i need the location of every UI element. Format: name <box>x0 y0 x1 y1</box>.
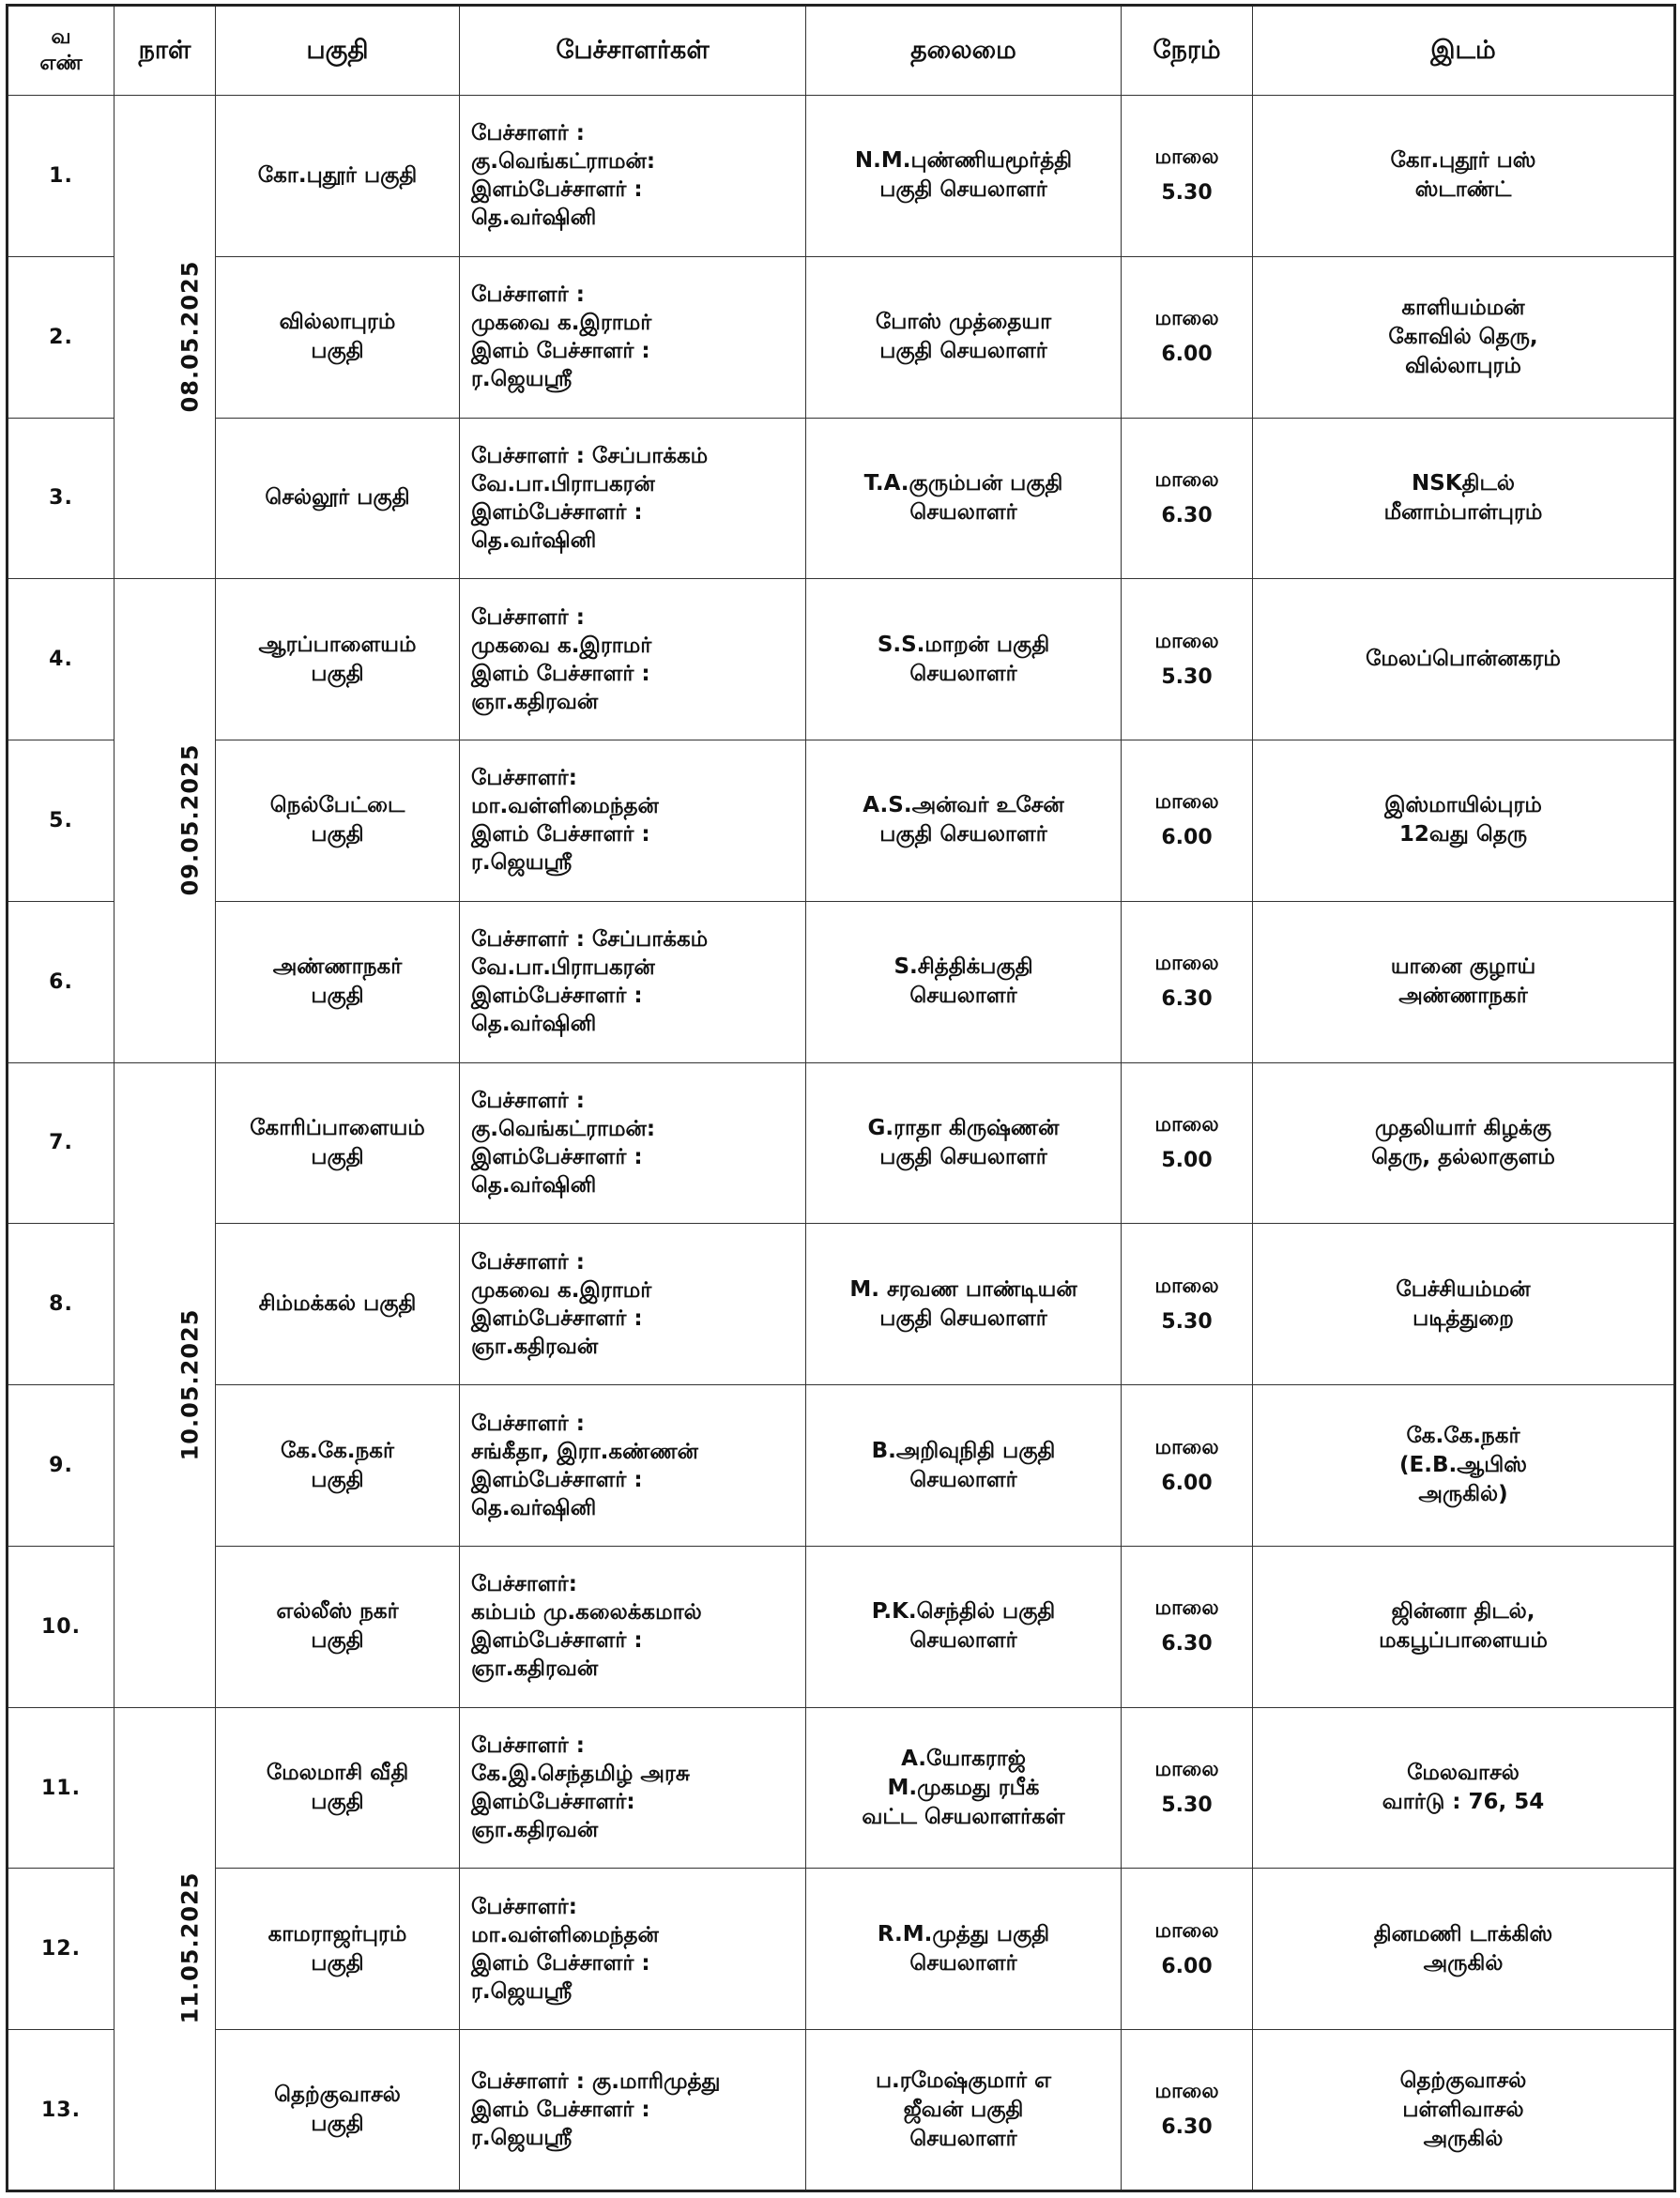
chair-cell <box>806 1062 1122 1224</box>
time-cell <box>1122 1385 1253 1547</box>
time-cell-line: மாலை <box>1154 1112 1219 1137</box>
speakers-cell-line: பேச்சாளர் : <box>471 121 585 146</box>
place-cell-line: வில்லாபுரம் <box>1405 353 1521 378</box>
area-cell-line: அண்ணாநகர் <box>272 954 403 980</box>
area-cell-line: கே.கே.நகர் <box>280 1438 395 1463</box>
place-cell-line: தெரு, தல்லாகுளம் <box>1371 1144 1555 1169</box>
speakers-cell-line: ஞா.கதிரவன் <box>471 1334 599 1359</box>
chair-cell-line: செயலாளர் <box>909 661 1017 686</box>
time-cell <box>1122 579 1253 740</box>
time-cell-line: மாலை <box>1154 2080 1219 2104</box>
time-cell-line: 6.30 <box>1161 987 1213 1012</box>
chair-cell-line: M. சரவண பாண்டியன் <box>849 1276 1077 1302</box>
speakers-cell-line: வே.பா.பிராபகரன் <box>471 471 655 496</box>
serial-number-cell: 5. <box>8 740 115 902</box>
time-cell-line: 5.30 <box>1161 181 1213 206</box>
place-cell-line: பள்ளிவாசல் <box>1402 2097 1524 2122</box>
place-cell <box>1253 2030 1675 2191</box>
speakers-cell-line: பேச்சாளர் : <box>471 604 585 630</box>
speakers-cell <box>460 1707 806 1869</box>
area-cell-line: சிம்மக்கல் பகுதி <box>258 1291 417 1317</box>
area-cell-line: மேலமாசி வீதி <box>266 1761 409 1786</box>
speakers-cell-line: இளம் பேச்சாளர் : <box>471 1950 650 1976</box>
table-row <box>8 1224 1675 1385</box>
place-cell <box>1253 256 1675 418</box>
table-row <box>8 2030 1675 2191</box>
time-cell <box>1122 256 1253 418</box>
place-cell-line: கே.கே.நகர் <box>1406 1424 1520 1448</box>
chair-cell-line: பகுதி செயலாளர் <box>879 1144 1047 1169</box>
speakers-cell-line: மா.வள்ளிமைந்தன் <box>471 794 659 819</box>
chair-cell-line: G.ராதா கிருஷ்ணன் <box>867 1115 1060 1140</box>
chair-cell <box>806 96 1122 257</box>
chair-cell-line: செயலாளர் <box>909 1467 1017 1492</box>
chair-cell-line: B.அறிவுநிதி பகுதி <box>871 1438 1056 1463</box>
table-row <box>8 1385 1675 1547</box>
date-cell <box>115 579 216 1062</box>
chair-cell-line: பகுதி செயலாளர் <box>879 177 1047 203</box>
chair-cell-line: செயலாளர் <box>909 2126 1017 2151</box>
speakers-cell-line: ர.ஜெயஸ்ரீ <box>471 850 573 876</box>
time-cell-line: மாலை <box>1154 307 1219 331</box>
place-cell-line: மேலப்பொன்னகரம் <box>1366 647 1561 672</box>
speakers-cell <box>460 256 806 418</box>
time-cell <box>1122 1546 1253 1707</box>
area-cell-line: செல்லூர் பகுதி <box>265 485 410 511</box>
time-cell-line: மாலை <box>1154 1758 1219 1782</box>
header-place: இடம் <box>1253 6 1675 96</box>
place-cell-line: NSKதிடல் <box>1412 470 1515 496</box>
table-row <box>8 901 1675 1062</box>
speakers-cell-line: மா.வள்ளிமைந்தன் <box>471 1922 659 1947</box>
chair-cell <box>806 256 1122 418</box>
speakers-cell-line: பேச்சாளர் : <box>471 1088 585 1113</box>
speakers-cell-line: இளம்பேச்சாளர் : <box>471 177 643 203</box>
time-cell-line: 5.00 <box>1161 1148 1213 1172</box>
speakers-cell-line: பேச்சாளர் : <box>471 1733 585 1759</box>
area-cell <box>216 901 460 1062</box>
chair-cell <box>806 901 1122 1062</box>
time-cell-line: 6.30 <box>1161 503 1213 527</box>
place-cell-line: அருகில் <box>1423 1950 1504 1976</box>
time-cell <box>1122 1224 1253 1385</box>
speakers-cell-line: பேச்சாளர் : <box>471 1411 585 1436</box>
speakers-cell <box>460 1546 806 1707</box>
speakers-cell-line: வே.பா.பிராபகரன் <box>471 955 655 981</box>
place-cell <box>1253 1062 1675 1224</box>
serial-number-cell: 10. <box>8 1546 115 1707</box>
place-cell-line: 12வது தெரு <box>1398 822 1528 847</box>
area-cell <box>216 579 460 740</box>
date-cell <box>115 1707 216 2190</box>
speakers-cell <box>460 1385 806 1547</box>
place-cell-line: கோ.புதூர் பஸ் <box>1390 148 1536 174</box>
speakers-cell-line: தெ.வர்ஷினி <box>471 1495 597 1520</box>
speakers-cell <box>460 96 806 257</box>
chair-cell <box>806 1707 1122 1869</box>
place-cell <box>1253 1224 1675 1385</box>
area-cell-line: பகுதி <box>311 984 364 1009</box>
speakers-cell-line: ஞா.கதிரவன் <box>471 1818 599 1843</box>
chair-cell-line: A.யோகராஜ் <box>901 1746 1026 1771</box>
area-cell-line: கோரிப்பாளையம் <box>250 1115 425 1140</box>
chair-cell <box>806 1224 1122 1385</box>
chair-cell-line: பகுதி செயலாளர் <box>879 1305 1047 1331</box>
chair-cell-line: S.S.மாறன் பகுதி <box>877 632 1050 657</box>
chair-cell-line: R.M.முத்து பகுதி <box>877 1921 1050 1946</box>
serial-number-cell: 2. <box>8 256 115 418</box>
area-cell <box>216 2030 460 2191</box>
area-cell <box>216 1385 460 1547</box>
chair-cell-line: P.K.செந்தில் பகுதி <box>871 1599 1056 1625</box>
date-cell <box>115 96 216 579</box>
speakers-cell-line: முகவை க.இராமர் <box>471 1277 652 1303</box>
serial-number-cell: 1. <box>8 96 115 257</box>
chair-cell <box>806 2030 1122 2191</box>
place-cell-line: படித்துறை <box>1413 1305 1514 1331</box>
time-cell-line: மாலை <box>1154 145 1219 170</box>
time-cell-line: 6.30 <box>1161 2115 1213 2140</box>
speakers-cell-line: இளம்பேச்சாளர் : <box>471 1628 643 1654</box>
table-row <box>8 1869 1675 2030</box>
serial-number-cell: 12. <box>8 1869 115 2030</box>
speakers-cell-line: ர.ஜெயஸ்ரீ <box>471 2126 573 2151</box>
speakers-cell-line: இளம் பேச்சாளர் : <box>471 339 650 364</box>
place-cell-line: யானை குழாய் <box>1390 954 1536 980</box>
place-cell-line: மேலவாசல் <box>1407 1761 1520 1786</box>
speakers-cell-line: கம்பம் மு.கலைக்கமால் <box>471 1600 702 1626</box>
area-cell <box>216 418 460 579</box>
table-row <box>8 96 1675 257</box>
table-row <box>8 1546 1675 1707</box>
time-cell-line: மாலை <box>1154 1596 1219 1621</box>
speakers-cell-line: ர.ஜெயஸ்ரீ <box>471 1978 573 2004</box>
area-cell <box>216 1224 460 1385</box>
area-cell-line: பகுதி <box>311 1790 364 1815</box>
time-cell-line: மாலை <box>1154 467 1219 492</box>
time-cell-line: 6.00 <box>1161 1471 1213 1495</box>
time-cell-line: மாலை <box>1154 1435 1219 1459</box>
place-cell-line: அண்ணாநகர் <box>1398 984 1528 1009</box>
chair-cell-line: செயலாளர் <box>909 984 1017 1009</box>
place-cell <box>1253 1385 1675 1547</box>
speakers-cell-line: இளம்பேச்சாளர் : <box>471 499 643 525</box>
date-label: 10.05.2025 <box>176 1308 204 1461</box>
chair-cell-line: போஸ் முத்தையா <box>875 310 1052 335</box>
time-cell <box>1122 901 1253 1062</box>
chair-cell-line: பகுதி செயலாளர் <box>879 822 1047 847</box>
serial-number-cell: 3. <box>8 418 115 579</box>
header-row <box>8 6 1675 96</box>
speakers-cell-line: இளம்பேச்சாளர் : <box>471 1144 643 1169</box>
time-cell-line: 5.30 <box>1161 1309 1213 1334</box>
place-cell <box>1253 418 1675 579</box>
chair-cell <box>806 1385 1122 1547</box>
speakers-cell-line: தெ.வர்ஷினி <box>471 206 597 231</box>
speakers-cell <box>460 1062 806 1224</box>
place-cell <box>1253 901 1675 1062</box>
speakers-cell-line: பேச்சாளர் : சேப்பாக்கம் <box>471 443 709 468</box>
speakers-cell-line: பேச்சாளர் : சேப்பாக்கம் <box>471 927 709 953</box>
place-cell-line: (E.B.ஆபிஸ் <box>1398 1453 1527 1477</box>
chair-cell-line: ப.ரமேஷ்குமார் எ <box>875 2068 1052 2093</box>
speakers-cell <box>460 1869 806 2030</box>
speakers-cell-line: பேச்சாளர்: <box>471 1894 577 1919</box>
schedule-table <box>6 4 1676 2192</box>
speakers-cell-line: இளம்பேச்சாளர் : <box>471 1305 643 1331</box>
place-cell-line: மகபூப்பாளையம் <box>1379 1628 1548 1654</box>
chair-cell <box>806 418 1122 579</box>
header-serial-number: வ எண் <box>8 6 115 96</box>
chair-cell <box>806 579 1122 740</box>
table-row <box>8 256 1675 418</box>
place-cell-line: அருகில் <box>1423 2126 1504 2151</box>
time-cell <box>1122 96 1253 257</box>
speakers-cell-line: தெ.வர்ஷினி <box>471 1012 597 1037</box>
time-cell-line: 6.30 <box>1161 1632 1213 1656</box>
speakers-cell-line: முகவை க.இராமர் <box>471 311 652 336</box>
time-cell-line: மாலை <box>1154 629 1219 653</box>
area-cell <box>216 1546 460 1707</box>
time-cell <box>1122 418 1253 579</box>
area-cell-line: பகுதி <box>311 339 364 364</box>
time-cell <box>1122 1869 1253 2030</box>
chair-cell-line: பகுதி செயலாளர் <box>879 339 1047 364</box>
serial-number-cell: 9. <box>8 1385 115 1547</box>
place-cell-line: தினமணி டாக்கிஸ் <box>1373 1921 1553 1946</box>
area-cell-line: எல்லீஸ் நகர் <box>276 1599 399 1625</box>
place-cell-line: ஸ்டாண்ட் <box>1414 177 1512 203</box>
place-cell-line: காளியம்மன் <box>1401 295 1525 320</box>
table-row <box>8 579 1675 740</box>
header-area: பகுதி <box>216 6 460 96</box>
speakers-cell-line: கு.வெங்கட்ராமன்: <box>471 1116 656 1141</box>
header-chair: தலைமை <box>806 6 1122 96</box>
time-cell-line: மாலை <box>1154 790 1219 815</box>
place-cell-line: தெற்குவாசல் <box>1399 2068 1527 2093</box>
speakers-cell <box>460 901 806 1062</box>
place-cell-line: வார்டு : 76, 54 <box>1382 1790 1545 1815</box>
speakers-cell-line: இளம் பேச்சாளர் : <box>471 822 650 847</box>
speakers-cell-line: ர.ஜெயஸ்ரீ <box>471 367 573 392</box>
place-cell <box>1253 579 1675 740</box>
chair-cell-line: S.சித்திக்பகுதி <box>893 954 1033 980</box>
speakers-cell-line: இளம்பேச்சாளர் : <box>471 1467 643 1492</box>
speakers-cell-line: பேச்சாளர்: <box>471 1572 577 1597</box>
speakers-cell-line: ஞா.கதிரவன் <box>471 1656 599 1682</box>
table-row <box>8 1707 1675 1869</box>
area-cell <box>216 1869 460 2030</box>
chair-cell-line: வட்ட செயலாளர்கள் <box>862 1804 1065 1829</box>
time-cell-line: 6.00 <box>1161 343 1213 367</box>
serial-number-cell: 11. <box>8 1707 115 1869</box>
speakers-cell-line: இளம்பேச்சாளர்: <box>471 1790 635 1815</box>
chair-cell-line: M.முகமது ரபீக் <box>887 1775 1040 1800</box>
chair-cell-line: N.M.புண்ணியமூர்த்தி <box>854 148 1073 174</box>
table-row <box>8 740 1675 902</box>
place-cell-line: அருகில்) <box>1418 1482 1508 1506</box>
time-cell-line: 6.00 <box>1161 826 1213 850</box>
area-cell <box>216 256 460 418</box>
place-cell-line: முதலியார் கிழக்கு <box>1374 1115 1552 1140</box>
chair-cell-line: செயலாளர் <box>909 1628 1017 1654</box>
place-cell-line: கோவில் தெரு, <box>1388 324 1538 349</box>
speakers-cell <box>460 1224 806 1385</box>
speakers-cell-line: இளம்பேச்சாளர் : <box>471 984 643 1009</box>
chair-cell <box>806 1546 1122 1707</box>
date-cell <box>115 1062 216 1707</box>
area-cell <box>216 1062 460 1224</box>
time-cell-line: 5.30 <box>1161 664 1213 689</box>
area-cell <box>216 96 460 257</box>
chair-cell <box>806 1869 1122 2030</box>
area-cell-line: பகுதி <box>311 661 364 686</box>
area-cell-line: பகுதி <box>311 1467 364 1492</box>
date-label: 11.05.2025 <box>176 1871 204 2024</box>
place-cell <box>1253 1707 1675 1869</box>
time-cell <box>1122 1062 1253 1224</box>
speakers-cell-line: பேச்சாளர் : <box>471 282 585 308</box>
chair-cell-line: ஜீவன் பகுதி <box>903 2097 1024 2122</box>
serial-number-cell: 6. <box>8 901 115 1062</box>
speakers-cell-line: கு.வெங்கட்ராமன்: <box>471 149 656 175</box>
area-cell-line: தெற்குவாசல் <box>274 2083 401 2108</box>
chair-cell-line: T.A.குரும்பன் பகுதி <box>863 470 1063 496</box>
table-row <box>8 418 1675 579</box>
speakers-cell-line: முகவை க.இராமர் <box>471 633 652 658</box>
area-cell <box>216 1707 460 1869</box>
chair-cell <box>806 740 1122 902</box>
speakers-cell-line: கே.இ.செந்தமிழ் அரசு <box>471 1762 690 1787</box>
chair-cell-line: செயலாளர் <box>909 499 1017 525</box>
time-cell-line: 5.30 <box>1161 1794 1213 1818</box>
speakers-cell <box>460 740 806 902</box>
serial-number-cell: 13. <box>8 2030 115 2191</box>
area-cell-line: பகுதி <box>311 1950 364 1976</box>
area-cell <box>216 740 460 902</box>
time-cell <box>1122 2030 1253 2191</box>
date-label: 08.05.2025 <box>176 260 204 413</box>
serial-number-cell: 7. <box>8 1062 115 1224</box>
chair-cell-line: A.S.அன்வர் உசேன் <box>863 793 1064 818</box>
speakers-cell-line: தெ.வர்ஷினி <box>471 527 597 553</box>
header-date: நாள் <box>115 6 216 96</box>
area-cell-line: பகுதி <box>311 2112 364 2137</box>
place-cell <box>1253 1869 1675 2030</box>
area-cell-line: வில்லாபுரம் <box>279 310 396 335</box>
time-cell-line: மாலை <box>1154 952 1219 976</box>
time-cell <box>1122 1707 1253 1869</box>
area-cell-line: பகுதி <box>311 1144 364 1169</box>
schedule-body <box>8 96 1675 2191</box>
speakers-cell <box>460 418 806 579</box>
time-cell-line: 6.00 <box>1161 1954 1213 1978</box>
header-time: நேரம் <box>1122 6 1253 96</box>
area-cell-line: நெல்பேட்டை <box>269 793 405 818</box>
place-cell-line: மீனாம்பாள்புரம் <box>1383 499 1543 525</box>
place-cell <box>1253 96 1675 257</box>
speakers-cell-line: பேச்சாளர் : <box>471 1249 585 1275</box>
table-row <box>8 1062 1675 1224</box>
area-cell-line: காமராஜர்புரம் <box>267 1921 407 1946</box>
speakers-cell-line: தெ.வர்ஷினி <box>471 1172 597 1198</box>
place-cell <box>1253 740 1675 902</box>
place-cell-line: இஸ்மாயில்புரம் <box>1384 793 1542 818</box>
speakers-cell <box>460 579 806 740</box>
time-cell <box>1122 740 1253 902</box>
time-cell-line: மாலை <box>1154 1918 1219 1943</box>
speakers-cell-line: இளம் பேச்சாளர் : <box>471 661 650 686</box>
area-cell-line: பகுதி <box>311 822 364 847</box>
serial-number-cell: 8. <box>8 1224 115 1385</box>
speakers-cell-line: ஞா.கதிரவன் <box>471 689 599 714</box>
serial-number-cell: 4. <box>8 579 115 740</box>
meeting-schedule <box>6 4 1673 2192</box>
date-label: 09.05.2025 <box>176 744 204 896</box>
place-cell <box>1253 1546 1675 1707</box>
speakers-cell <box>460 2030 806 2191</box>
chair-cell-line: செயலாளர் <box>909 1950 1017 1976</box>
speakers-cell-line: இளம் பேச்சாளர் : <box>471 2098 650 2123</box>
header-speakers: பேச்சாளர்கள் <box>460 6 806 96</box>
area-cell-line: பகுதி <box>311 1628 364 1654</box>
time-cell-line: மாலை <box>1154 1274 1219 1298</box>
area-cell-line: கோ.புதூர் பகுதி <box>257 162 418 188</box>
place-cell-line: ஜின்னா திடல், <box>1391 1599 1535 1625</box>
speakers-cell-line: சங்கீதா, இரா.கண்ணன் <box>471 1439 698 1464</box>
area-cell-line: ஆரப்பாளையம் <box>258 632 417 657</box>
speakers-cell-line: பேச்சாளர்: <box>471 766 577 791</box>
place-cell-line: பேச்சியம்மன் <box>1396 1276 1531 1302</box>
speakers-cell-line: பேச்சாளர் : கு.மாரிமுத்து <box>471 2069 721 2095</box>
